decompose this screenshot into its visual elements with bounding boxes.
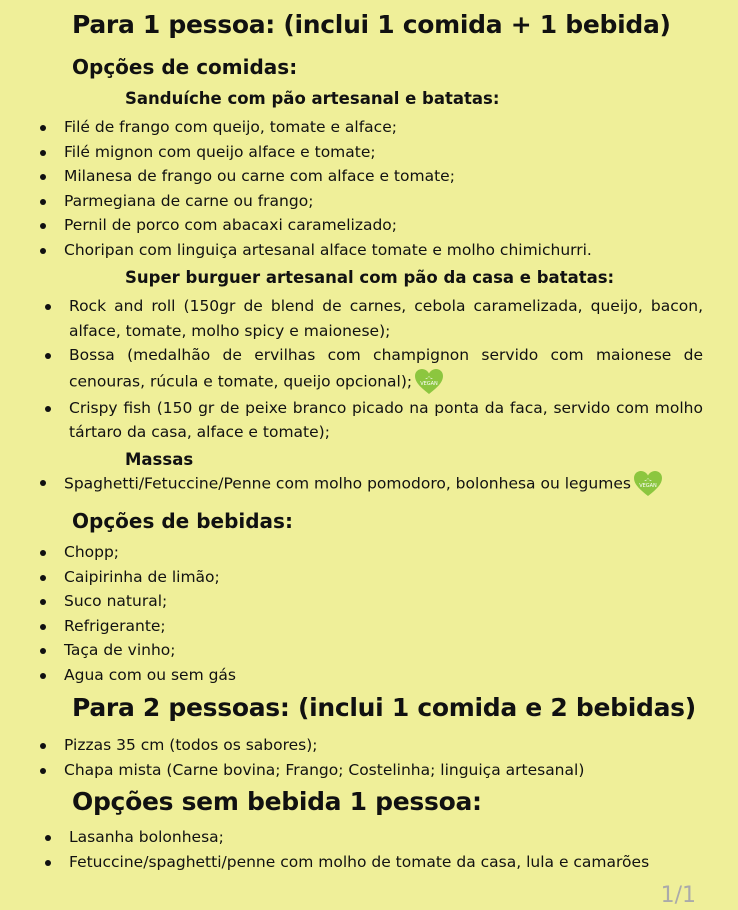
list-item: Caipirinha de limão; (0, 565, 236, 590)
list-item-text: Bossa (medalhão de ervilhas com champignon servido com maionese de cenouras, rúcula e tomate, queijo opcional); (69, 346, 703, 390)
drinks-list (0, 540, 236, 687)
list-item: Fetuccine/spaghetti/penne com molho de tomate da casa, lula e camarões (0, 850, 703, 875)
sandwich-heading: Sanduíche com pão artesanal e batatas: (125, 89, 500, 108)
list-item: Pernil de porco com abacaxi caramelizado; (0, 213, 592, 238)
list-item: Filé de frango com queijo, tomate e alface; (0, 115, 592, 140)
pasta-list (0, 470, 663, 498)
list-item-text: Rock and roll (150gr de blend de carnes, cebola caramelizada, queijo, bacon, alface, tomate, molho spicy e maionese); (69, 297, 703, 340)
list-item: Suco natural; (0, 589, 236, 614)
vegan-heart-icon (633, 470, 663, 498)
burger-list (0, 294, 703, 445)
burger-heading: Super burguer artesanal com pão da casa e batatas: (125, 268, 615, 287)
list-item-text: Spaghetti/Fetuccine/Penne com molho pomodoro, bolonhesa ou legumes (64, 474, 631, 493)
list-item (0, 294, 703, 343)
no-drink-list (0, 825, 703, 874)
vegan-badge-label: VEGAN (639, 483, 657, 489)
list-item (0, 470, 663, 498)
list-item (0, 343, 703, 396)
pasta-heading: Massas (125, 450, 194, 469)
list-item: Filé mignon com queijo alface e tomate; (0, 140, 592, 165)
list-item: Lasanha bolonhesa; (0, 825, 703, 850)
list-item: Agua com ou sem gás (0, 663, 236, 688)
section-1-title: Para 1 pessoa: (inclui 1 comida + 1 bebida) (72, 10, 671, 39)
list-item: Pizzas 35 cm (todos os sabores); (0, 733, 584, 758)
list-item: Choripan com linguiça artesanal alface tomate e molho chimichurri. (0, 238, 592, 263)
list-item: Chopp; (0, 540, 236, 565)
list-item-text: Crispy fish (150 gr de peixe branco picado na ponta da faca, servido com molho tártaro da casa, alface e tomate); (69, 398, 703, 441)
vegan-badge-label: VEGAN (420, 380, 438, 387)
two-person-list (0, 733, 584, 782)
section-2-title: Para 2 pessoas: (inclui 1 comida e 2 bebidas) (72, 693, 696, 722)
list-item (0, 396, 703, 445)
drink-options-heading: Opções de bebidas: (72, 509, 293, 533)
list-item: Taça de vinho; (0, 638, 236, 663)
vegan-heart-icon (414, 368, 444, 396)
sandwich-list (0, 115, 592, 262)
section-3-title: Opções sem bebida 1 pessoa: (72, 787, 482, 816)
list-item: Milanesa de frango ou carne com alface e tomate; (0, 164, 592, 189)
list-item: Refrigerante; (0, 614, 236, 639)
list-item: Chapa mista (Carne bovina; Frango; Costelinha; linguiça artesanal) (0, 758, 584, 783)
page-number: 1/1 (660, 883, 696, 908)
food-options-heading: Opções de comidas: (72, 55, 298, 79)
list-item: Parmegiana de carne ou frango; (0, 189, 592, 214)
